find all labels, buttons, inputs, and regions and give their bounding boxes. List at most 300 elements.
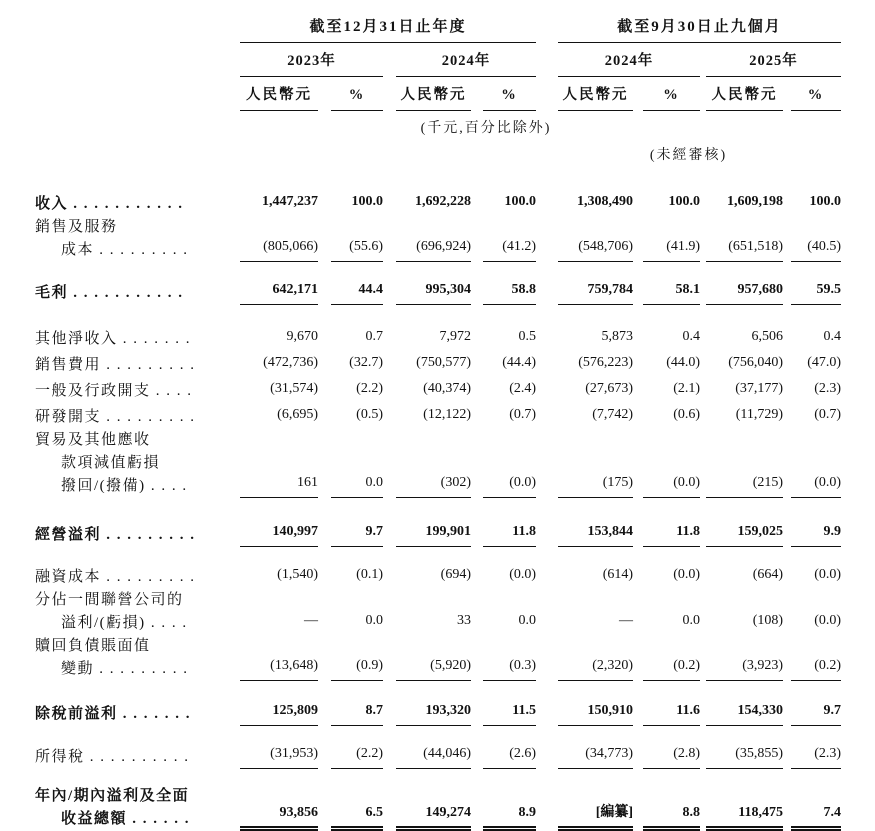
cell-value: (41.9) bbox=[643, 235, 700, 262]
amount-header-2023: 人民幣元 bbox=[227, 77, 318, 111]
cell-value: (34,773) bbox=[558, 742, 633, 769]
percent-header-2023: % bbox=[318, 77, 383, 111]
units-note-row bbox=[35, 111, 841, 139]
cell-finance-costs-col1 bbox=[227, 547, 318, 589]
cell-rd-expenses-col1 bbox=[227, 403, 318, 429]
cell-cost-of-sales-and-services-col5 bbox=[536, 216, 633, 262]
cell-income-tax-col7 bbox=[700, 726, 783, 769]
row-label-cell bbox=[35, 377, 227, 403]
cell-value: (27,673) bbox=[585, 381, 634, 396]
cell-income-tax-col1 bbox=[227, 726, 318, 769]
cell-value: 0.0 bbox=[682, 613, 701, 628]
cell-total-profit-and-comprehensive-income-col5 bbox=[536, 769, 633, 831]
cell-profit-before-tax-col8 bbox=[783, 681, 841, 726]
cell-selling-expenses-col3 bbox=[383, 351, 471, 377]
cell-value: (614) bbox=[602, 567, 634, 582]
cell-value: 8.8 bbox=[643, 801, 700, 831]
period-group-row bbox=[35, 16, 841, 43]
cell-value: 100.0 bbox=[351, 194, 383, 209]
cell-value: (5,920) bbox=[396, 654, 471, 681]
cell-cost-of-sales-and-services-col6 bbox=[633, 216, 700, 262]
row-label: 贖回負債賬面值 bbox=[35, 638, 151, 654]
percent-header-2025-nine-months: % bbox=[783, 77, 841, 111]
cell-general-and-admin-expenses-col1 bbox=[227, 377, 318, 403]
cell-value: 118,475 bbox=[706, 801, 783, 831]
cell-value: (215) bbox=[706, 471, 783, 498]
cell-value: (750,577) bbox=[416, 355, 471, 370]
cell-revenue-col5 bbox=[536, 166, 633, 216]
cell-cost-of-sales-and-services-col4 bbox=[471, 216, 536, 262]
cell-impairment-reversal-provision-col2 bbox=[318, 429, 383, 498]
cell-total-profit-and-comprehensive-income-col7 bbox=[700, 769, 783, 831]
cell-value: 0.0 bbox=[365, 613, 383, 628]
cell-rd-expenses-col3 bbox=[383, 403, 471, 429]
unaudited-note-cell bbox=[536, 139, 841, 166]
row-label: 經營溢利 . . . . . . . . . bbox=[35, 527, 196, 543]
table-row-total-profit-and-comprehensive-income bbox=[35, 769, 841, 831]
cell-value: (44,046) bbox=[396, 742, 471, 769]
period-group-annual-title: 截至12月31日止年度 bbox=[240, 16, 536, 43]
row-label: 銷售費用 . . . . . . . . . bbox=[35, 357, 196, 373]
cell-other-net-income-col7 bbox=[700, 305, 783, 351]
cell-revenue-col2 bbox=[318, 166, 383, 216]
cell-value: 6.5 bbox=[331, 801, 383, 831]
cell-value: (31,574) bbox=[270, 381, 318, 396]
unit-row bbox=[35, 77, 841, 111]
cell-profit-before-tax-col3 bbox=[383, 681, 471, 726]
cell-redemption-liabilities-carrying-change-col4 bbox=[471, 635, 536, 681]
cell-value: 58.1 bbox=[643, 278, 700, 305]
cell-value: 5,873 bbox=[601, 329, 634, 344]
header-spacer bbox=[35, 43, 227, 77]
cell-income-tax-col6 bbox=[633, 726, 700, 769]
cell-value: (694) bbox=[440, 567, 471, 582]
cell-redemption-liabilities-carrying-change-col5 bbox=[536, 635, 633, 681]
cell-general-and-admin-expenses-col4 bbox=[471, 377, 536, 403]
cell-value: (696,924) bbox=[396, 235, 471, 262]
table-row-profit-before-tax bbox=[35, 681, 841, 726]
cell-revenue-col6 bbox=[633, 166, 700, 216]
cell-value: (472,736) bbox=[263, 355, 318, 370]
row-label: 所得稅 . . . . . . . . . . bbox=[35, 749, 190, 765]
row-label-cell bbox=[35, 305, 227, 351]
cell-gross-profit-col1 bbox=[227, 262, 318, 305]
period-group-nine-months bbox=[536, 16, 841, 43]
row-label-cell bbox=[35, 403, 227, 429]
cell-profit-before-tax-col5 bbox=[536, 681, 633, 726]
amount-header-2024: 人民幣元 bbox=[383, 77, 471, 111]
year-row bbox=[35, 43, 841, 77]
cell-value: 1,692,228 bbox=[415, 194, 471, 209]
cell-total-profit-and-comprehensive-income-col3 bbox=[383, 769, 471, 831]
cell-value: 100.0 bbox=[504, 194, 537, 209]
cell-value: — bbox=[304, 613, 318, 628]
cell-value: 0.4 bbox=[823, 329, 842, 344]
cell-value: (2.6) bbox=[483, 742, 536, 769]
table-row-general-and-admin-expenses bbox=[35, 377, 841, 403]
cell-gross-profit-col2 bbox=[318, 262, 383, 305]
cell-value: 58.8 bbox=[483, 278, 536, 305]
cell-value: (35,855) bbox=[706, 742, 783, 769]
cell-finance-costs-col3 bbox=[383, 547, 471, 589]
row-label: 融資成本 . . . . . . . . . bbox=[35, 569, 196, 585]
row-label: 成本 . . . . . . . . . bbox=[61, 242, 189, 258]
cell-value: (2.8) bbox=[643, 742, 700, 769]
cell-operating-profit-col3 bbox=[383, 498, 471, 547]
row-label: 溢利/(虧損) . . . . bbox=[61, 615, 188, 631]
cell-rd-expenses-col6 bbox=[633, 403, 700, 429]
cell-share-of-associate-profit-loss-col5 bbox=[536, 589, 633, 635]
cell-value: 11.8 bbox=[643, 520, 700, 547]
cell-value: 7.4 bbox=[791, 801, 841, 831]
amount-header-2025-nine-months: 人民幣元 bbox=[700, 77, 783, 111]
cell-value: (32.7) bbox=[349, 355, 383, 370]
cell-profit-before-tax-col6 bbox=[633, 681, 700, 726]
cell-value: 159,025 bbox=[706, 520, 783, 547]
cell-impairment-reversal-provision-col3 bbox=[383, 429, 471, 498]
cell-value: (0.1) bbox=[356, 567, 383, 582]
table-row-share-of-associate-profit-loss bbox=[35, 589, 841, 635]
cell-impairment-reversal-provision-col6 bbox=[633, 429, 700, 498]
year-header-2023: 2023年 bbox=[227, 43, 383, 77]
cell-value: (37,177) bbox=[735, 381, 784, 396]
cell-value: (0.3) bbox=[483, 654, 536, 681]
cell-operating-profit-col8 bbox=[783, 498, 841, 547]
cell-rd-expenses-col2 bbox=[318, 403, 383, 429]
cell-value: 100.0 bbox=[809, 194, 842, 209]
cell-gross-profit-col6 bbox=[633, 262, 700, 305]
cell-profit-before-tax-col1 bbox=[227, 681, 318, 726]
cell-value: (2.3) bbox=[814, 381, 842, 396]
cell-cost-of-sales-and-services-col3 bbox=[383, 216, 471, 262]
cell-value: 100.0 bbox=[668, 194, 701, 209]
cell-total-profit-and-comprehensive-income-col8 bbox=[783, 769, 841, 831]
cell-value: 0.4 bbox=[682, 329, 701, 344]
year-header-2024-nine-months: 2024年 bbox=[536, 43, 700, 77]
cell-value: (2.1) bbox=[673, 381, 701, 396]
cell-value: (44.0) bbox=[666, 355, 701, 370]
cell-rd-expenses-col8 bbox=[783, 403, 841, 429]
cell-rd-expenses-col7 bbox=[700, 403, 783, 429]
cell-other-net-income-col3 bbox=[383, 305, 471, 351]
cell-other-net-income-col8 bbox=[783, 305, 841, 351]
cell-value: — bbox=[619, 613, 634, 628]
row-label: 收益總額 . . . . . . bbox=[61, 811, 191, 827]
cell-income-tax-col5 bbox=[536, 726, 633, 769]
row-label: 款項減值虧損 bbox=[61, 455, 161, 471]
cell-total-profit-and-comprehensive-income-col2 bbox=[318, 769, 383, 831]
row-label-cell bbox=[35, 726, 227, 769]
cell-share-of-associate-profit-loss-col8 bbox=[783, 589, 841, 635]
header-spacer bbox=[35, 77, 227, 111]
cell-value: (0.0) bbox=[643, 471, 700, 498]
cell-cost-of-sales-and-services-col2 bbox=[318, 216, 383, 262]
cell-value: 1,447,237 bbox=[262, 194, 318, 209]
cell-value: (664) bbox=[752, 567, 784, 582]
income-statement-table bbox=[35, 16, 841, 831]
row-label: 研發開支 . . . . . . . . . bbox=[35, 409, 196, 425]
cell-income-tax-col4 bbox=[471, 726, 536, 769]
cell-selling-expenses-col1 bbox=[227, 351, 318, 377]
cell-other-net-income-col5 bbox=[536, 305, 633, 351]
row-label-cell bbox=[35, 635, 227, 681]
cell-value: 995,304 bbox=[396, 278, 471, 305]
cell-value: 161 bbox=[240, 471, 318, 498]
cell-revenue-col4 bbox=[471, 166, 536, 216]
cell-share-of-associate-profit-loss-col1 bbox=[227, 589, 318, 635]
cell-value: 1,609,198 bbox=[727, 194, 784, 209]
percent-header-2024: % bbox=[471, 77, 536, 111]
cell-value: (2,320) bbox=[558, 654, 633, 681]
row-label-cell bbox=[35, 262, 227, 305]
cell-other-net-income-col1 bbox=[227, 305, 318, 351]
cell-value: (1,540) bbox=[277, 567, 318, 582]
cell-gross-profit-col5 bbox=[536, 262, 633, 305]
table-row-rd-expenses bbox=[35, 403, 841, 429]
row-label-cell bbox=[35, 769, 227, 831]
cell-other-net-income-col2 bbox=[318, 305, 383, 351]
period-group-nine-months-title: 截至9月30日止九個月 bbox=[558, 16, 841, 43]
cell-value: (41.2) bbox=[483, 235, 536, 262]
unaudited-note: (未經審核) bbox=[649, 148, 728, 163]
cell-value: (7,742) bbox=[592, 407, 634, 422]
cell-rd-expenses-col5 bbox=[536, 403, 633, 429]
cell-value: (302) bbox=[396, 471, 471, 498]
cell-value: (0.0) bbox=[509, 567, 537, 582]
cell-value: 759,784 bbox=[558, 278, 633, 305]
cell-value: (13,648) bbox=[240, 654, 318, 681]
cell-other-net-income-col6 bbox=[633, 305, 700, 351]
row-label-cell bbox=[35, 498, 227, 547]
row-label: 變動 . . . . . . . . . bbox=[61, 661, 189, 677]
cell-cost-of-sales-and-services-col7 bbox=[700, 216, 783, 262]
cell-share-of-associate-profit-loss-col4 bbox=[471, 589, 536, 635]
cell-value: [編纂] bbox=[558, 801, 633, 831]
cell-redemption-liabilities-carrying-change-col2 bbox=[318, 635, 383, 681]
row-label: 銷售及服務 bbox=[35, 219, 118, 235]
table-row-cost-of-sales-and-services bbox=[35, 216, 841, 262]
cell-selling-expenses-col8 bbox=[783, 351, 841, 377]
cell-profit-before-tax-col2 bbox=[318, 681, 383, 726]
cell-total-profit-and-comprehensive-income-col4 bbox=[471, 769, 536, 831]
table-row-operating-profit bbox=[35, 498, 841, 547]
cell-value: 8.7 bbox=[331, 699, 383, 726]
cell-general-and-admin-expenses-col2 bbox=[318, 377, 383, 403]
row-label-cell bbox=[35, 351, 227, 377]
cell-gross-profit-col3 bbox=[383, 262, 471, 305]
cell-value: (108) bbox=[752, 613, 784, 628]
cell-selling-expenses-col6 bbox=[633, 351, 700, 377]
row-label-cell bbox=[35, 547, 227, 589]
cell-revenue-col7 bbox=[700, 166, 783, 216]
cell-value: (0.9) bbox=[331, 654, 383, 681]
cell-operating-profit-col6 bbox=[633, 498, 700, 547]
cell-value: (12,122) bbox=[423, 407, 471, 422]
cell-finance-costs-col6 bbox=[633, 547, 700, 589]
cell-general-and-admin-expenses-col3 bbox=[383, 377, 471, 403]
cell-finance-costs-col8 bbox=[783, 547, 841, 589]
cell-share-of-associate-profit-loss-col6 bbox=[633, 589, 700, 635]
cell-value: (47.0) bbox=[807, 355, 842, 370]
cell-income-tax-col8 bbox=[783, 726, 841, 769]
cell-impairment-reversal-provision-col5 bbox=[536, 429, 633, 498]
cell-value: (0.0) bbox=[814, 567, 842, 582]
cell-share-of-associate-profit-loss-col3 bbox=[383, 589, 471, 635]
cell-finance-costs-col4 bbox=[471, 547, 536, 589]
table-row-finance-costs bbox=[35, 547, 841, 589]
row-label: 年內/期內溢利及全面 bbox=[35, 788, 190, 804]
cell-income-tax-col3 bbox=[383, 726, 471, 769]
cell-value: (3,923) bbox=[706, 654, 783, 681]
cell-selling-expenses-col2 bbox=[318, 351, 383, 377]
cell-value: 11.8 bbox=[483, 520, 536, 547]
cell-profit-before-tax-col7 bbox=[700, 681, 783, 726]
cell-redemption-liabilities-carrying-change-col1 bbox=[227, 635, 318, 681]
cell-value: (548,706) bbox=[558, 235, 633, 262]
cell-value: 199,901 bbox=[396, 520, 471, 547]
row-label: 毛利 . . . . . . . . . . . bbox=[35, 285, 184, 301]
cell-value: 0.5 bbox=[518, 329, 537, 344]
cell-redemption-liabilities-carrying-change-col6 bbox=[633, 635, 700, 681]
cell-finance-costs-col7 bbox=[700, 547, 783, 589]
cell-impairment-reversal-provision-col4 bbox=[471, 429, 536, 498]
header-spacer bbox=[35, 16, 227, 43]
cell-cost-of-sales-and-services-col8 bbox=[783, 216, 841, 262]
row-label: 撥回/(撥備) . . . . bbox=[61, 478, 188, 494]
cell-value: (0.7) bbox=[814, 407, 842, 422]
cell-value: 0.0 bbox=[518, 613, 537, 628]
row-label-cell bbox=[35, 166, 227, 216]
cell-value: (0.5) bbox=[356, 407, 383, 422]
cell-value: (55.6) bbox=[331, 235, 383, 262]
cell-value: (576,223) bbox=[578, 355, 634, 370]
cell-value: 9.7 bbox=[791, 699, 841, 726]
cell-gross-profit-col8 bbox=[783, 262, 841, 305]
cell-value: (40,374) bbox=[423, 381, 471, 396]
row-label-cell bbox=[35, 429, 227, 498]
cell-value: 154,330 bbox=[706, 699, 783, 726]
cell-value: (0.0) bbox=[791, 471, 841, 498]
cell-value: 140,997 bbox=[240, 520, 318, 547]
cell-gross-profit-col4 bbox=[471, 262, 536, 305]
cell-total-profit-and-comprehensive-income-col1 bbox=[227, 769, 318, 831]
cell-value: (0.7) bbox=[509, 407, 537, 422]
cell-value: 93,856 bbox=[240, 801, 318, 831]
cell-redemption-liabilities-carrying-change-col3 bbox=[383, 635, 471, 681]
cell-finance-costs-col2 bbox=[318, 547, 383, 589]
cell-value: 7,972 bbox=[439, 329, 471, 344]
cell-gross-profit-col7 bbox=[700, 262, 783, 305]
cell-impairment-reversal-provision-col1 bbox=[227, 429, 318, 498]
cell-selling-expenses-col5 bbox=[536, 351, 633, 377]
cell-value: (175) bbox=[558, 471, 633, 498]
cell-value: (0.2) bbox=[643, 654, 700, 681]
row-label: 收入 . . . . . . . . . . . bbox=[35, 196, 184, 212]
cell-value: 153,844 bbox=[558, 520, 633, 547]
row-label-cell bbox=[35, 681, 227, 726]
row-label-cell bbox=[35, 216, 227, 262]
cell-value: (40.5) bbox=[791, 235, 841, 262]
cell-operating-profit-col5 bbox=[536, 498, 633, 547]
cell-general-and-admin-expenses-col5 bbox=[536, 377, 633, 403]
cell-value: (0.0) bbox=[814, 613, 842, 628]
cell-value: 33 bbox=[457, 613, 471, 628]
row-label: 分佔一間聯營公司的 bbox=[35, 592, 184, 608]
cell-redemption-liabilities-carrying-change-col8 bbox=[783, 635, 841, 681]
cell-impairment-reversal-provision-col8 bbox=[783, 429, 841, 498]
table-row-other-net-income bbox=[35, 305, 841, 351]
table-row-revenue bbox=[35, 166, 841, 216]
table-body bbox=[35, 166, 841, 831]
cell-value: 125,809 bbox=[240, 699, 318, 726]
cell-value: (0.2) bbox=[791, 654, 841, 681]
table-row-impairment-reversal-provision bbox=[35, 429, 841, 498]
unaudited-note-row bbox=[35, 139, 841, 166]
cell-value: (651,518) bbox=[706, 235, 783, 262]
cell-value: 0.7 bbox=[365, 329, 383, 344]
header-spacer bbox=[35, 139, 536, 166]
cell-operating-profit-col7 bbox=[700, 498, 783, 547]
cell-revenue-col3 bbox=[383, 166, 471, 216]
cell-value: 150,910 bbox=[558, 699, 633, 726]
period-group-annual bbox=[227, 16, 536, 43]
cell-value: (2.4) bbox=[509, 381, 537, 396]
cell-value: 0.0 bbox=[331, 471, 383, 498]
cell-general-and-admin-expenses-col6 bbox=[633, 377, 700, 403]
cell-selling-expenses-col4 bbox=[471, 351, 536, 377]
cell-revenue-col8 bbox=[783, 166, 841, 216]
row-label: 一般及行政開支 . . . . bbox=[35, 383, 193, 399]
cell-revenue-col1 bbox=[227, 166, 318, 216]
cell-value: (756,040) bbox=[728, 355, 784, 370]
units-note: (千元,百分比除外) bbox=[420, 121, 552, 136]
table-row-gross-profit bbox=[35, 262, 841, 305]
table-row-income-tax bbox=[35, 726, 841, 769]
cell-other-net-income-col4 bbox=[471, 305, 536, 351]
row-label: 貿易及其他應收 bbox=[35, 432, 151, 448]
cell-value: 44.4 bbox=[331, 278, 383, 305]
cell-value: 642,171 bbox=[240, 278, 318, 305]
cell-operating-profit-col2 bbox=[318, 498, 383, 547]
cell-value: (0.6) bbox=[673, 407, 701, 422]
cell-redemption-liabilities-carrying-change-col7 bbox=[700, 635, 783, 681]
cell-value: (2.2) bbox=[356, 381, 383, 396]
cell-impairment-reversal-provision-col7 bbox=[700, 429, 783, 498]
cell-income-tax-col2 bbox=[318, 726, 383, 769]
cell-value: (6,695) bbox=[277, 407, 318, 422]
row-label-cell bbox=[35, 589, 227, 635]
cell-value: 193,320 bbox=[396, 699, 471, 726]
table-row-redemption-liabilities-carrying-change bbox=[35, 635, 841, 681]
cell-value: 957,680 bbox=[706, 278, 783, 305]
percent-header-2024-nine-months: % bbox=[633, 77, 700, 111]
year-header-2025-nine-months: 2025年 bbox=[700, 43, 841, 77]
cell-value: (2.3) bbox=[791, 742, 841, 769]
year-header-2024: 2024年 bbox=[383, 43, 536, 77]
cell-value: 59.5 bbox=[791, 278, 841, 305]
cell-value: 9.9 bbox=[791, 520, 841, 547]
cell-value: (805,066) bbox=[240, 235, 318, 262]
table-row-selling-expenses bbox=[35, 351, 841, 377]
cell-profit-before-tax-col4 bbox=[471, 681, 536, 726]
cell-value: 6,506 bbox=[751, 329, 784, 344]
cell-value: 9,670 bbox=[286, 329, 318, 344]
cell-value: 9.7 bbox=[331, 520, 383, 547]
cell-general-and-admin-expenses-col7 bbox=[700, 377, 783, 403]
cell-general-and-admin-expenses-col8 bbox=[783, 377, 841, 403]
cell-selling-expenses-col7 bbox=[700, 351, 783, 377]
cell-finance-costs-col5 bbox=[536, 547, 633, 589]
